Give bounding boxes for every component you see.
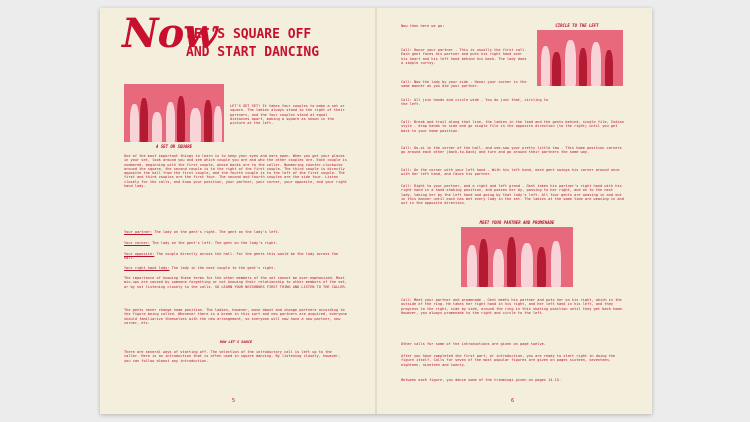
call-honor-partner: Call: Honor your partner - This is usually the first call. Each gent faces his partner and puts his right hand over his heart and his left hand behind his back. The lady does a simple curtsy. — [401, 48, 527, 65]
definition-item — [124, 230, 348, 234]
page-left — [100, 8, 375, 414]
photo-circle-to-the-left — [537, 30, 623, 86]
definition-term: Your corner: — [124, 241, 150, 245]
definition-text: The couple directly across the hall. For the gents this would be the lady across the hall. — [124, 252, 339, 261]
definition-term: Your partner: — [124, 230, 153, 234]
definition-item — [124, 266, 348, 270]
after-paragraph: After you have completed the first part, or introduction, you are ready to start right in doing the figure itself. Calls for seven of the most popular figures are given on pages sixteen, seventeen, eighteen, nineteen and twenty. — [401, 354, 616, 367]
call-break-trail: Call: Break and trail along that line, the ladies in the lead and the gents behind, single file, Indian style - drop hands to side and go single file in the opposite direction (to the right) until you get back to your home position. — [401, 120, 624, 133]
section-heading-promenade: MEET YOUR PARTNER AND PROMENADE — [479, 220, 555, 225]
intro-paragraph: LET'S GET SET! It takes four couples to make a set or square. The ladies always stand to the right of their partners, and the four couples stand at equal distances apart, making a square as shown in the picture at the left. — [230, 104, 345, 126]
definition-term: Your right hand lady: — [124, 266, 170, 270]
definition-term: Your opposite: — [124, 252, 155, 256]
terms-paragraph: The importance of knowing these terms for the other members of the set cannot be over-emphasized. Most mix-ups are caused by someone forgetting or not knowing their relationship to other members of the set, or by not listening closely to the calls. SO LEARN YOUR NEIGHBORS FIRST THING AND LISTEN TO THE CALLER. — [124, 276, 347, 289]
call-join-hands: Call: All join hands and circle wide - You do just that, circling to the left. — [401, 98, 549, 107]
title-line-1: LET'S SQUARE OFF — [186, 27, 312, 42]
photo-caption: A SET OR SQUARE — [155, 144, 193, 149]
gents-paragraph: The gents never change home position. The ladies, however, move about and change partners according to the figure being called. Whenever there is a break in this sort and new partners are acquired, everyone should familiarize themselves with the new arrangement, so everyone will now have a new partner, new corner, etc. — [124, 308, 347, 325]
important-paragraph: One of the most important things to learn is to keep your eyes and ears open. When you get your places in your set, look around you and see which couple you are and who the other couples are. Each couple is numbered, beginning with the first couple, whose backs are to the caller. Numbering counter-clockwise around the square, the second couple is to the right of the first couple. The third couple is directly opposite the hall from the first couple, and the fourth couple is to the left of the first couple. The first and third couples are the first four. The second and fourth couples are the side four. Listen closely for the calls, and know your position, your partner, your corner, your opposite, and your right hand lady. — [124, 154, 347, 189]
booklet-spread — [100, 8, 652, 414]
page-number: 6 — [511, 398, 515, 404]
call-lady-by-side: Call: Now the lady by your side - Honor your corner in the same manner as you did your partner. — [401, 80, 527, 89]
photo-set-or-square — [124, 84, 224, 142]
page-number: 5 — [232, 398, 236, 404]
page-right — [377, 8, 652, 414]
call-left-hand: Call: On the corner with your left hand - With his left hand, each gent swings his corner around once with her left hand, and faces his partner. — [401, 168, 620, 177]
definition-text: The lady on the gent's right. The gent on the lady's left. — [154, 230, 280, 234]
photo-meet-partner-promenade — [461, 227, 573, 287]
title-now: Now — [122, 10, 217, 57]
definition-text: The lady in the next couple to the gent's right. — [171, 266, 276, 270]
lead-text: Now then here we go: — [401, 24, 445, 28]
call-do-si: Call: Do-si in the corner of the hall, and see-saw your pretty little taw - This home position corners go around each other (back-to-back) and turn and go around their partners the same way. — [401, 146, 622, 155]
definition-item — [124, 241, 348, 245]
section-heading-now-lets-dance: NOW LET'S DANCE — [219, 340, 253, 344]
definition-item — [124, 252, 348, 261]
dance-paragraph: There are several ways of starting off. The selection of the introductory call is left up to the caller. Here is an introduction that is often used in square dancing. By listening closely, however, you can follow almost any introduction. — [124, 350, 341, 363]
other-calls-note: Other calls for some of the introductions are given on page twelve. — [401, 342, 546, 346]
definition-text: The lady on the gent's left. The gent on the lady's right. — [152, 241, 278, 245]
between-paragraph: Between each figure, you dance some of the trimmings given on pages 14-15. — [401, 378, 562, 382]
page-title — [186, 26, 319, 62]
title-line-2: AND START DANCING — [186, 45, 320, 60]
section-heading-circle-left: CIRCLE TO THE LEFT — [555, 23, 599, 28]
call-right-left-grand: Call: Right to your partner, and a right and left grand - Gent takes his partner's right hand with his right hand in a hand-shaking position, and passes her by, passing to her right, and on to the next lady, taking her by the left hand and going by that lady's left. All four gents are weaving in and out in this manner until each has met every lady in the set. The ladies at the same time are weaving in and out in the opposite direction. — [401, 184, 624, 206]
call-promenade: Call: Meet your partner and promenade - Gent meets his partner and puts her on his right, which is the outside of the ring. He takes her right hand in his right, and her left hand in his left, and they progress to the right, side by side, around the ring in this skating position until they get back home. However, you always promenade to the right and circle to the left. — [401, 298, 624, 315]
